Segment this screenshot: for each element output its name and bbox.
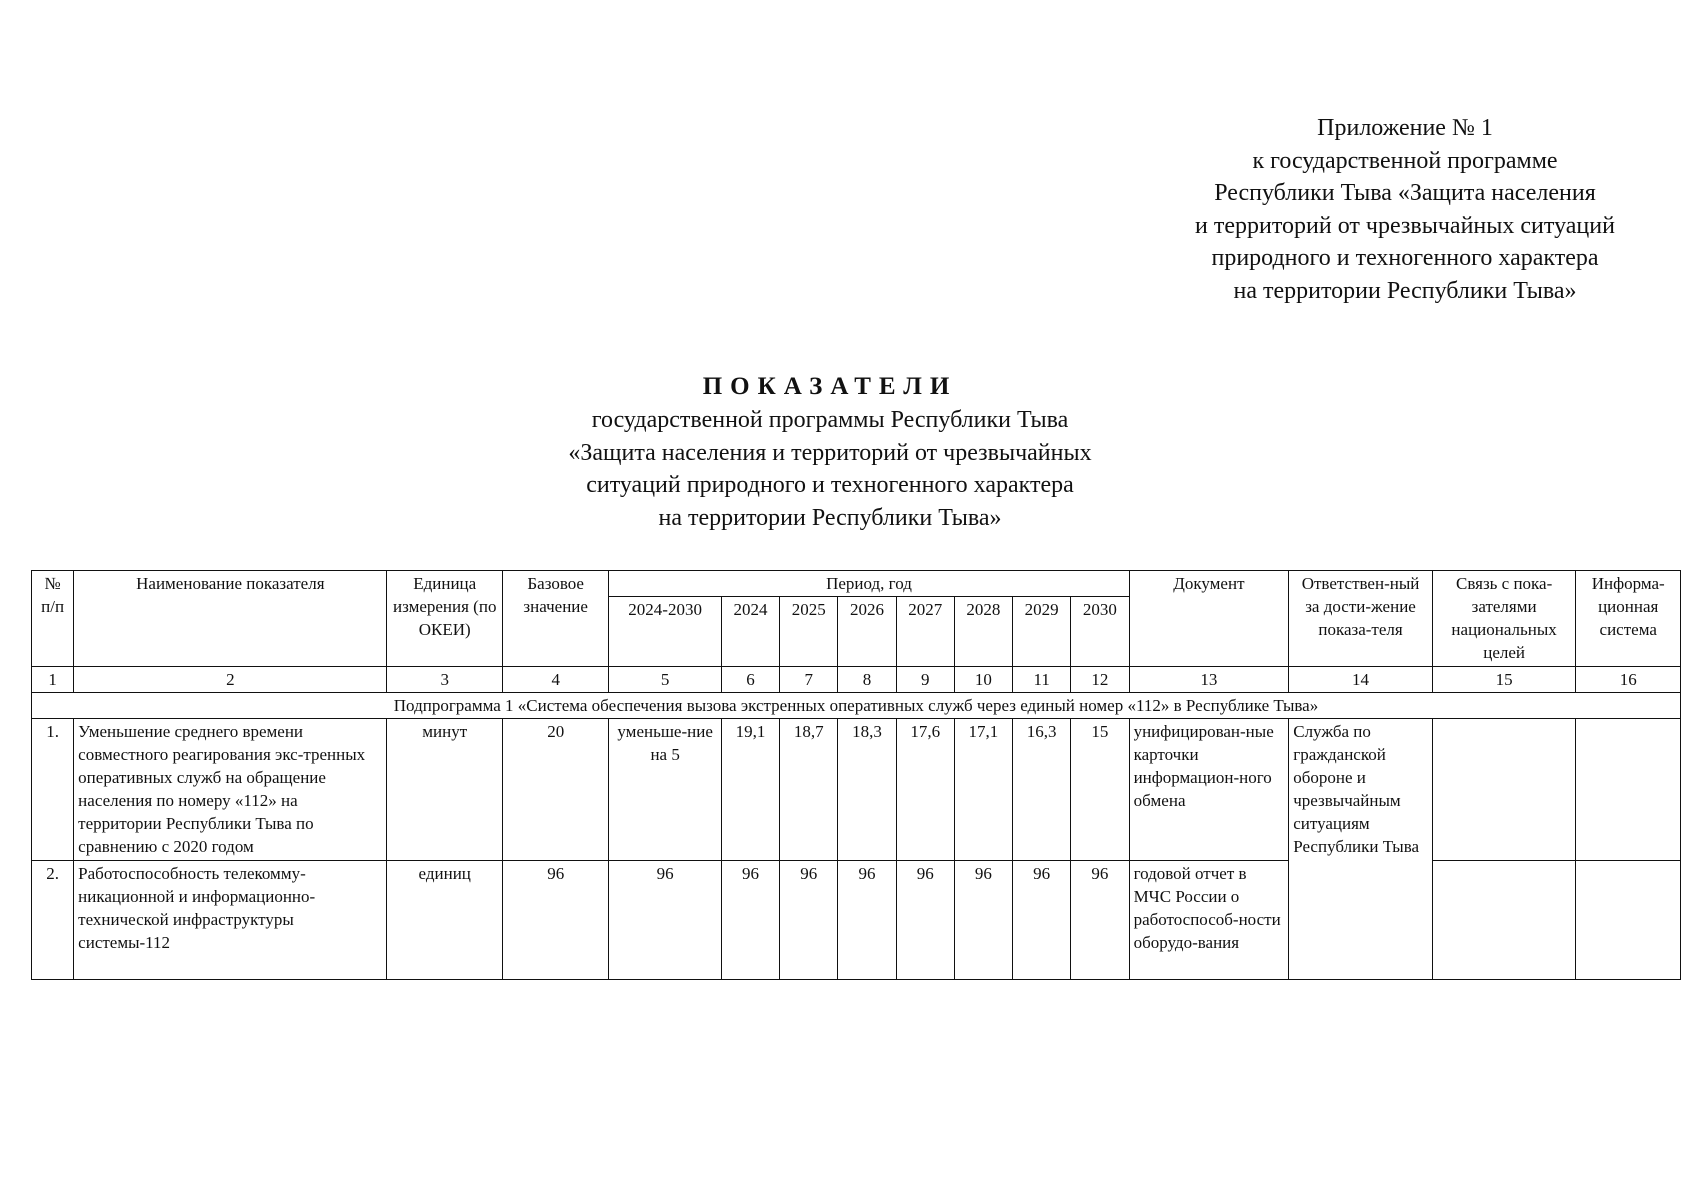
header-num: № п/п xyxy=(32,571,74,667)
indicator-value: 96 xyxy=(896,861,954,980)
header-year: 2026 xyxy=(838,597,896,667)
header-info-system: Информа-ционная система xyxy=(1576,571,1681,667)
indicator-base: 96 xyxy=(502,861,608,980)
indicator-value: 15 xyxy=(1071,719,1129,861)
column-number: 4 xyxy=(502,667,608,693)
indicator-value: 96 xyxy=(954,861,1012,980)
indicator-value: 18,3 xyxy=(838,719,896,861)
indicator-document: унифицирован-ные карточки информацион-ного обмена xyxy=(1129,719,1289,861)
column-number: 5 xyxy=(609,667,721,693)
indicator-value: 96 xyxy=(1071,861,1129,980)
header-year: 2027 xyxy=(896,597,954,667)
column-number: 12 xyxy=(1071,667,1129,693)
header-year: 2028 xyxy=(954,597,1012,667)
header-national-goals-link: Связь с пока-зателями национальных целей xyxy=(1432,571,1576,667)
info-system xyxy=(1576,719,1681,861)
indicator-value: 19,1 xyxy=(721,719,779,861)
national-goals-link xyxy=(1432,861,1576,980)
column-number: 1 xyxy=(32,667,74,693)
appendix-line: и территорий от чрезвычайных ситуаций xyxy=(1195,212,1615,239)
header-period: Период, год xyxy=(609,571,1129,597)
indicator-value: 17,6 xyxy=(896,719,954,861)
row-number: 2. xyxy=(32,861,74,980)
column-number: 14 xyxy=(1289,667,1433,693)
header-year: 2025 xyxy=(780,597,838,667)
title-line: «Защита населения и территорий от чрезвычайных xyxy=(568,439,1092,466)
info-system xyxy=(1576,861,1681,980)
table-row xyxy=(32,719,1681,861)
indicators-table xyxy=(31,570,1681,980)
column-numbers-row xyxy=(32,667,1681,693)
indicator-value: 96 xyxy=(609,861,721,980)
column-number: 16 xyxy=(1576,667,1681,693)
header-year: 2024 xyxy=(721,597,779,667)
column-number: 7 xyxy=(780,667,838,693)
document-title xyxy=(330,370,1330,534)
indicator-unit: минут xyxy=(387,719,502,861)
indicator-value: уменьше-ние на 5 xyxy=(609,719,721,861)
header-name: Наименование показателя xyxy=(74,571,387,667)
appendix-line: природного и техногенного характера xyxy=(1211,245,1599,272)
column-number: 6 xyxy=(721,667,779,693)
indicator-base: 20 xyxy=(502,719,608,861)
row-number: 1. xyxy=(32,719,74,861)
indicator-value: 16,3 xyxy=(1013,719,1071,861)
indicator-unit: единиц xyxy=(387,861,502,980)
header-row xyxy=(32,571,1681,597)
responsible-body: Служба по гражданской обороне и чрезвычайным ситуациям Республики Тыва xyxy=(1289,719,1433,980)
indicator-name: Уменьшение среднего времени совместного реагирования экс-тренных оперативных служб на обращение населения по номеру «112» на территории Республики Тыва по сравнению с 2020 годом xyxy=(74,719,387,861)
header-document: Документ xyxy=(1129,571,1289,667)
column-number: 15 xyxy=(1432,667,1576,693)
column-number: 8 xyxy=(838,667,896,693)
title-line: на территории Республики Тыва» xyxy=(658,504,1002,531)
appendix-note xyxy=(1120,112,1690,308)
header-base: Базовое значение xyxy=(502,571,608,667)
column-number: 10 xyxy=(954,667,1012,693)
indicator-document: годовой отчет в МЧС России о работоспособ-ности оборудо-вания xyxy=(1129,861,1289,980)
column-number: 3 xyxy=(387,667,502,693)
indicator-value: 17,1 xyxy=(954,719,1012,861)
appendix-line: Приложение № 1 xyxy=(1317,115,1493,141)
indicator-value: 96 xyxy=(838,861,896,980)
header-year: 2029 xyxy=(1013,597,1071,667)
indicator-value: 96 xyxy=(1013,861,1071,980)
subprogram-title: Подпрограмма 1 «Система обеспечения вызова экстренных оперативных служб через единый номер «112» в Республике Тыва» xyxy=(32,693,1681,719)
table-row xyxy=(32,861,1681,980)
header-year: 2024-2030 xyxy=(609,597,721,667)
header-responsible: Ответствен-ный за дости-жение показа-теля xyxy=(1289,571,1433,667)
appendix-line: на территории Республики Тыва» xyxy=(1233,277,1577,304)
national-goals-link xyxy=(1432,719,1576,861)
column-number: 11 xyxy=(1013,667,1071,693)
column-number: 13 xyxy=(1129,667,1289,693)
indicator-name: Работоспособность телекомму-никационной и информационно-технической инфраструктуры системы-112 xyxy=(74,861,387,980)
indicator-value: 18,7 xyxy=(780,719,838,861)
title-line: государственной программы Республики Тыва xyxy=(591,407,1069,433)
subprogram-row xyxy=(32,693,1681,719)
header-unit: Единица измерения (по ОКЕИ) xyxy=(387,571,502,667)
appendix-line: к государственной программе xyxy=(1252,147,1558,174)
header-year: 2030 xyxy=(1071,597,1129,667)
column-number: 2 xyxy=(74,667,387,693)
title-line: ситуаций природного и техногенного характера xyxy=(586,472,1074,498)
title-main: ПОКАЗАТЕЛИ xyxy=(702,373,958,400)
indicator-value: 96 xyxy=(780,861,838,980)
column-number: 9 xyxy=(896,667,954,693)
appendix-line: Республики Тыва «Защита населения xyxy=(1214,180,1596,207)
indicator-value: 96 xyxy=(721,861,779,980)
